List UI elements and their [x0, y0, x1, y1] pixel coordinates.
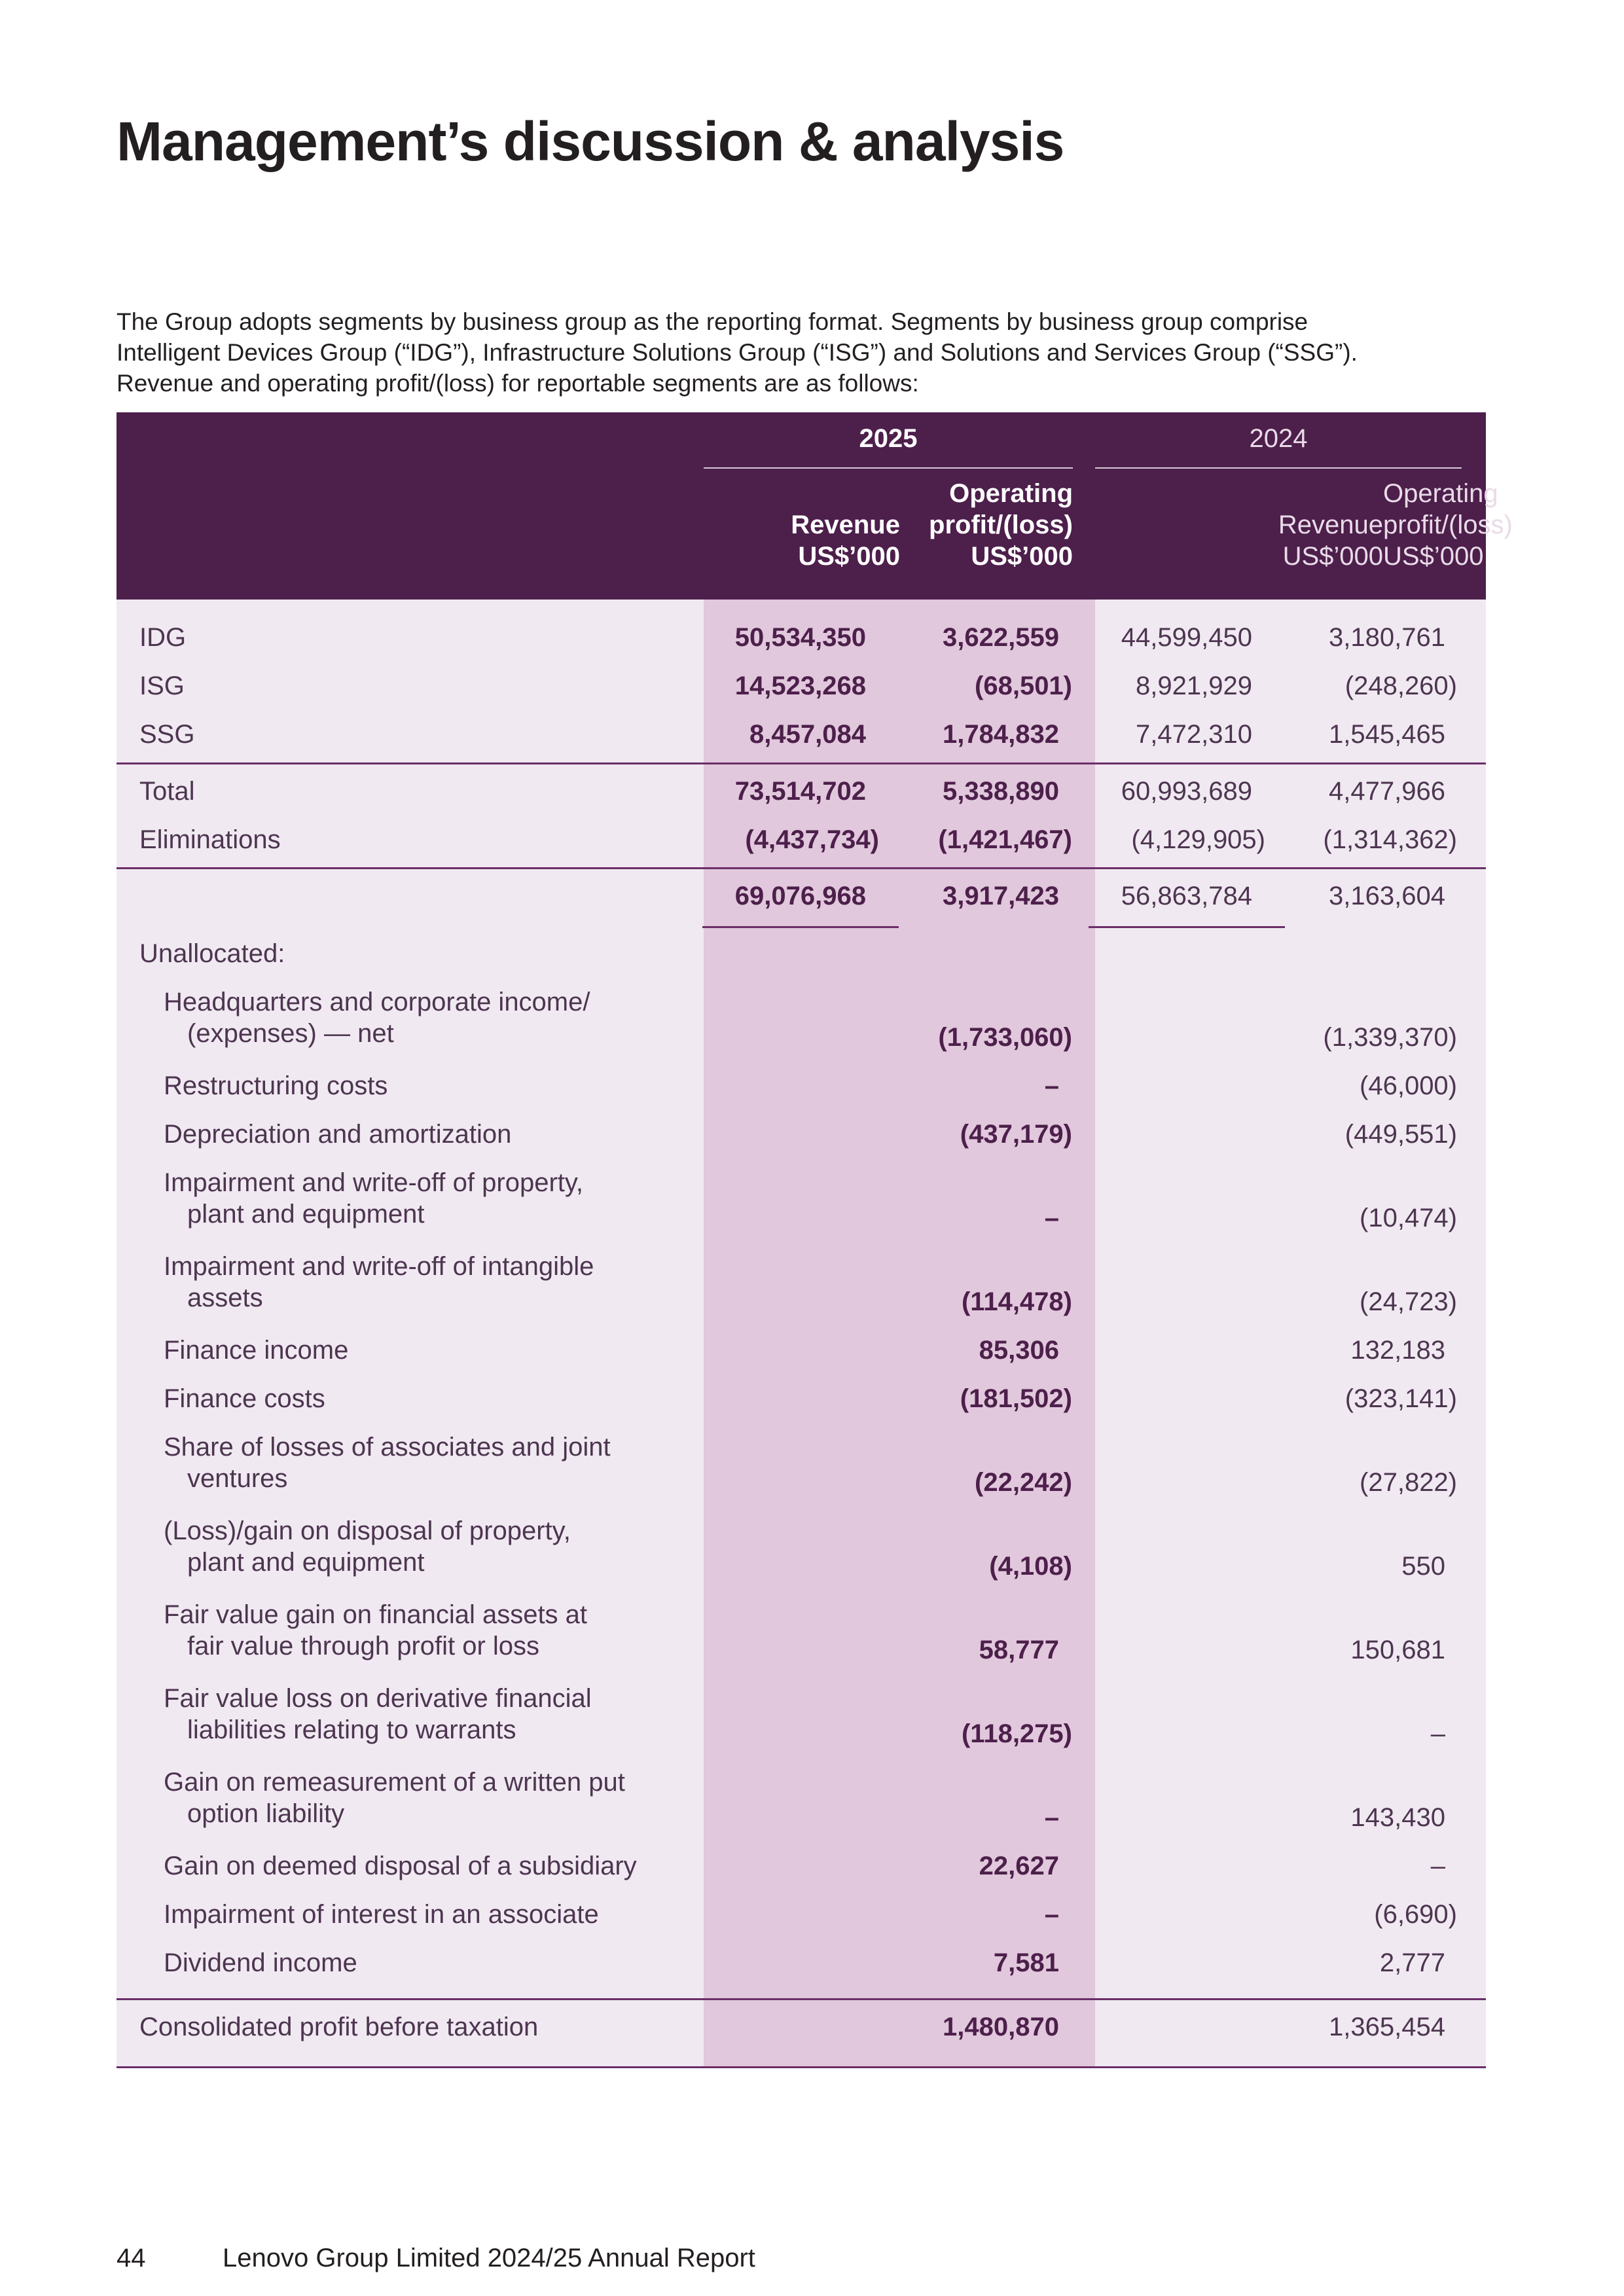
unallocated-op24-value: 150,681: [1350, 1636, 1445, 1664]
segment-op24-value: 3,180,761: [1329, 623, 1445, 652]
unallocated-op25-value: –: [1044, 1900, 1059, 1929]
unallocated-op24-value: (1,339,370): [1323, 1023, 1457, 1052]
unallocated-op24-value: (6,690): [1374, 1900, 1457, 1929]
eliminations-op25-value: (1,421,467): [938, 825, 1072, 854]
unallocated-row-label: Headquarters and corporate income/ (expenses) — net: [164, 988, 590, 1048]
header-2024-operating-profit: Operating profit/(loss) US$’000: [1383, 479, 1513, 571]
total-rev25-value: 73,514,702: [734, 777, 866, 806]
segment-table: [117, 412, 1513, 2062]
intro-line: Intelligent Devices Group (“IDG”), Infrastructure Solutions Group (“ISG”) and Solutions and Services Group (“SSG”).: [117, 339, 1358, 366]
page-number: 44: [117, 2244, 146, 2272]
segment-op25-value: 3,622,559: [943, 623, 1059, 652]
total-row-label: Total: [139, 777, 195, 806]
consolidated-row-label: Consolidated profit before taxation: [139, 2013, 539, 2041]
unallocated-op24-value: (323,141): [1344, 1384, 1457, 1413]
table-bottom-rule: [117, 2066, 1486, 2068]
unallocated-op24-value: (46,000): [1360, 1071, 1457, 1100]
unallocated-op25-value: (22,242): [975, 1468, 1072, 1497]
unallocated-op25-value: 22,627: [979, 1852, 1059, 1880]
column-2025-shade: [704, 600, 1095, 2066]
subtotal-op24-value: 3,163,604: [1329, 882, 1445, 910]
unallocated-row-label: Impairment and write-off of property, plant and equipment: [164, 1168, 584, 1229]
unallocated-op24-value: (24,723): [1360, 1287, 1457, 1316]
total-op24-value: 4,477,966: [1329, 777, 1445, 806]
segment-op25-value: 1,784,832: [943, 720, 1059, 749]
segment-row-label: ISG: [139, 672, 185, 700]
segment-op25-value: (68,501): [975, 672, 1072, 700]
subtotal-rev25-underline: [702, 926, 899, 928]
unallocated-row-label: Gain on deemed disposal of a subsidiary: [164, 1852, 637, 1880]
footer-report-title: Lenovo Group Limited 2024/25 Annual Report: [223, 2244, 755, 2272]
segment-rev25-value: 8,457,084: [749, 720, 866, 749]
unallocated-op24-value: 143,430: [1350, 1803, 1445, 1832]
total-divider: [117, 762, 1486, 764]
unallocated-row-label: Gain on remeasurement of a written put option liability: [164, 1768, 625, 1828]
unallocated-op25-value: –: [1044, 1803, 1059, 1832]
year-2024-header: 2024: [1249, 424, 1308, 453]
segment-rev25-value: 50,534,350: [734, 623, 866, 652]
unallocated-row-label: Finance costs: [164, 1384, 325, 1413]
segment-rev24-value: 44,599,450: [1121, 623, 1252, 652]
intro-line: Revenue and operating profit/(loss) for reportable segments are as follows:: [117, 370, 919, 397]
unallocated-op25-value: (1,733,060): [938, 1023, 1072, 1052]
year-2025-underline: [704, 467, 1073, 469]
eliminations-op24-value: (1,314,362): [1323, 825, 1457, 854]
year-2025-header: 2025: [859, 424, 918, 453]
unallocated-op25-value: 58,777: [979, 1636, 1059, 1664]
unallocated-row-label: Finance income: [164, 1336, 349, 1365]
subtotal-rev25-value: 69,076,968: [734, 882, 866, 910]
unallocated-op25-value: –: [1044, 1071, 1059, 1100]
total-op25-value: 5,338,890: [943, 777, 1059, 806]
unallocated-op25-value: (114,478): [961, 1287, 1072, 1316]
segment-op24-value: (248,260): [1344, 672, 1457, 700]
unallocated-op25-value: (4,108): [989, 1552, 1072, 1581]
unallocated-op24-value: 550: [1401, 1552, 1445, 1581]
unallocated-op24-value: (10,474): [1360, 1204, 1457, 1232]
unallocated-row-label: Impairment and write-off of intangible assets: [164, 1252, 594, 1312]
eliminations-rev24-value: (4,129,905): [1131, 825, 1265, 854]
total-rev24-value: 60,993,689: [1121, 777, 1252, 806]
unallocated-op24-value: –: [1430, 1852, 1445, 1880]
unallocated-op24-value: 2,777: [1379, 1948, 1445, 1977]
unallocated-op24-value: (27,822): [1360, 1468, 1457, 1497]
consolidated-op24-value: 1,365,454: [1329, 2013, 1445, 2041]
unallocated-row-label: (Loss)/gain on disposal of property, plant and equipment: [164, 1516, 571, 1577]
unallocated-op24-value: 132,183: [1350, 1336, 1445, 1365]
segment-row-label: SSG: [139, 720, 195, 749]
consolidated-op25-value: 1,480,870: [943, 2013, 1059, 2041]
segment-rev25-value: 14,523,268: [734, 672, 866, 700]
segment-rev24-value: 7,472,310: [1136, 720, 1252, 749]
unallocated-op25-value: (118,275): [961, 1719, 1072, 1748]
subtotal-rev24-value: 56,863,784: [1121, 882, 1252, 910]
header-2024-revenue: Revenue US$’000: [1278, 511, 1383, 571]
segment-rev24-value: 8,921,929: [1136, 672, 1252, 700]
subtotal-divider: [117, 867, 1486, 869]
eliminations-rev25-value: (4,437,734): [745, 825, 879, 854]
eliminations-row-label: Eliminations: [139, 825, 281, 854]
unallocated-heading: Unallocated:: [139, 939, 285, 968]
subtotal-op25-value: 3,917,423: [943, 882, 1059, 910]
unallocated-row-label: Restructuring costs: [164, 1071, 388, 1100]
year-2024-underline: [1095, 467, 1462, 469]
subtotal-rev24-underline: [1089, 926, 1285, 928]
unallocated-op25-value: 85,306: [979, 1336, 1059, 1365]
unallocated-row-label: Depreciation and amortization: [164, 1120, 512, 1149]
unallocated-row-label: Dividend income: [164, 1948, 357, 1977]
intro-line: The Group adopts segments by business group as the reporting format. Segments by business group comprise: [117, 308, 1308, 335]
unallocated-op25-value: –: [1044, 1204, 1059, 1232]
unallocated-row-label: Fair value loss on derivative financial liabilities relating to warrants: [164, 1684, 592, 1744]
header-2025-revenue: Revenue US$’000: [791, 511, 900, 571]
unallocated-op25-value: 7,581: [993, 1948, 1059, 1977]
unallocated-row-label: Fair value gain on financial assets at fair value through profit or loss: [164, 1600, 588, 1660]
intro-paragraph: [117, 306, 1498, 399]
unallocated-op24-value: (449,551): [1344, 1120, 1457, 1149]
header-2025-operating-profit: Operating profit/(loss) US$’000: [929, 479, 1073, 571]
segment-op24-value: 1,545,465: [1329, 720, 1445, 749]
consolidated-divider: [117, 1998, 1486, 2000]
unallocated-row-label: Share of losses of associates and joint ventures: [164, 1433, 611, 1493]
page-title: Management’s discussion & analysis: [117, 111, 1064, 172]
unallocated-op25-value: (437,179): [960, 1120, 1072, 1149]
segment-row-label: IDG: [139, 623, 187, 652]
unallocated-row-label: Impairment of interest in an associate: [164, 1900, 599, 1929]
unallocated-op24-value: –: [1430, 1719, 1445, 1748]
unallocated-op25-value: (181,502): [960, 1384, 1072, 1413]
